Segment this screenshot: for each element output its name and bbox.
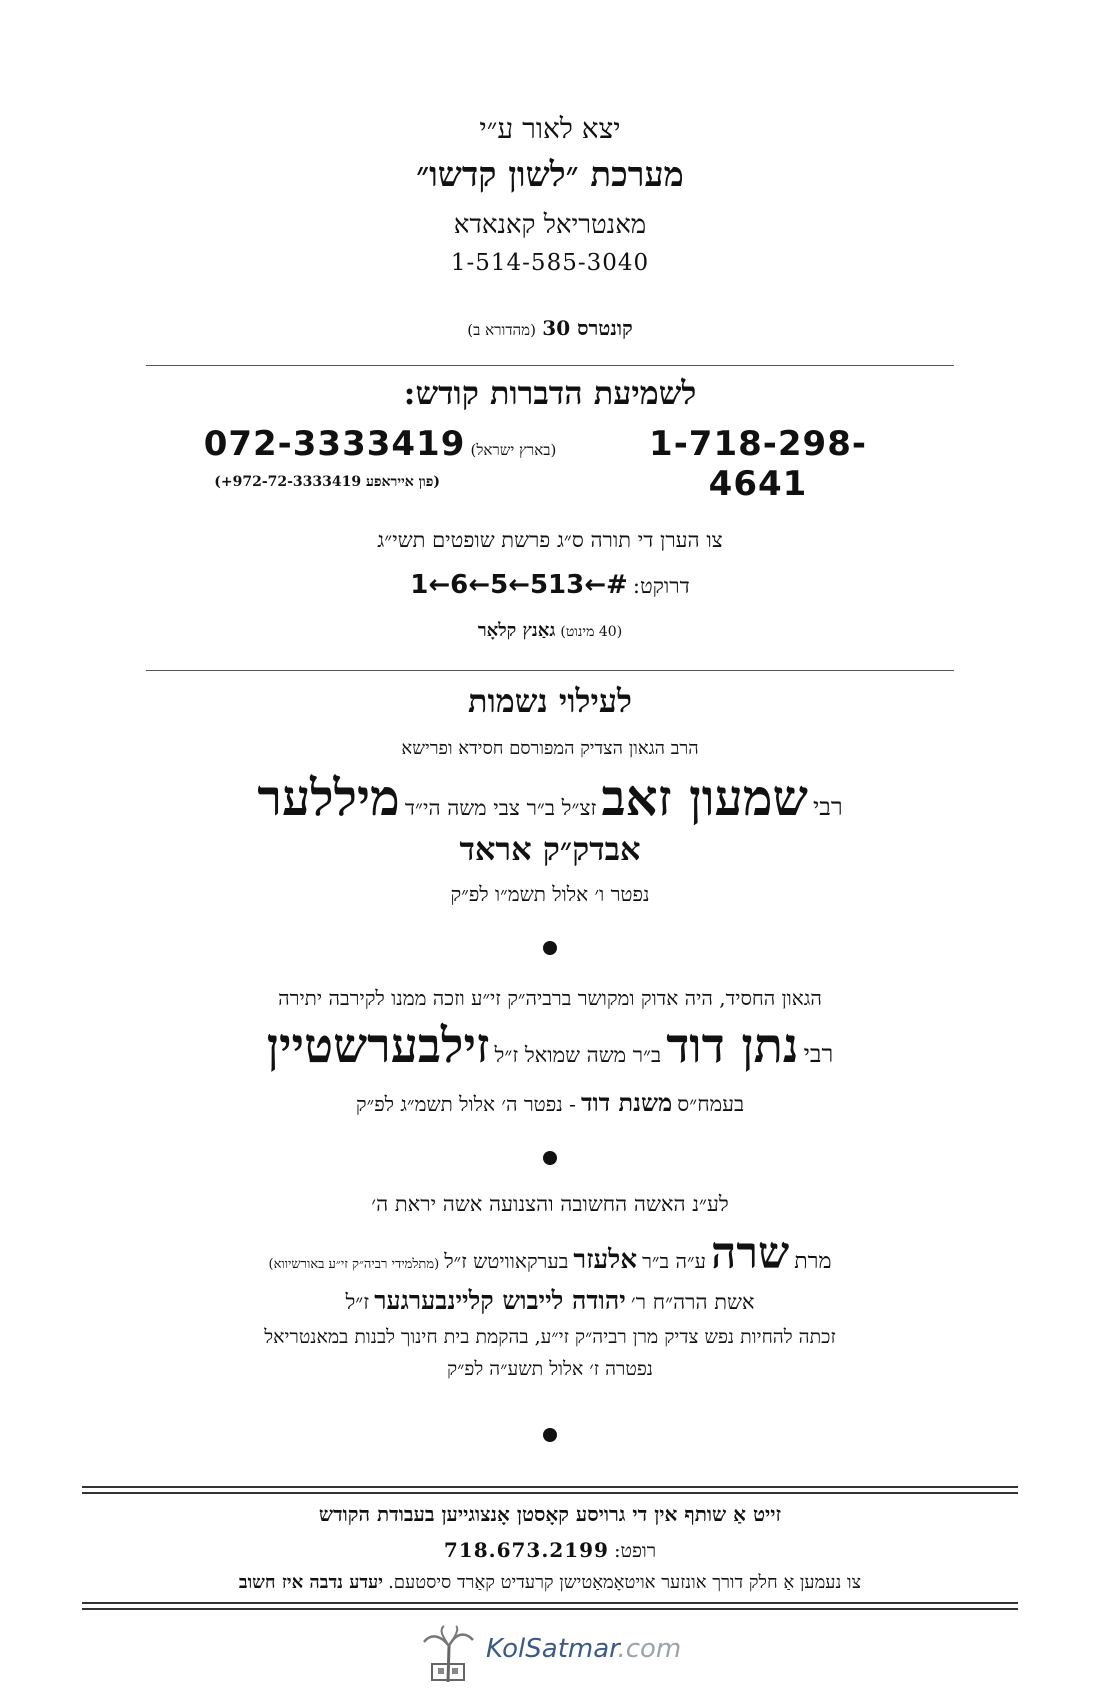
p2-book: משנת דוד xyxy=(580,1088,673,1117)
site-logo[interactable] xyxy=(486,1634,681,1664)
p2-book-prefix: בעמח״ס xyxy=(677,1092,745,1116)
org-name: מערכת ״לשון קדשו״ xyxy=(416,155,684,195)
footer-rule-top xyxy=(82,1486,1018,1494)
p3-intro: לע״נ האשה החשובה והצנועה אשה יראת ה׳ xyxy=(371,1192,729,1216)
p1-first-name: שמעון זאב xyxy=(601,768,808,827)
dial-sequence: #←513←5←6←1 xyxy=(410,570,628,600)
footer-line3b: יעדע נדבה איז חשוב xyxy=(238,1572,383,1593)
divider-middle xyxy=(146,670,954,671)
p3-suffix: ז״ל xyxy=(345,1290,370,1314)
israel-note: (בארץ ישראל) xyxy=(470,441,557,459)
footer-call-line xyxy=(0,1538,1100,1563)
p3-mrs: מרת xyxy=(794,1249,832,1274)
p3-wife-line xyxy=(0,1286,1100,1316)
duration-word: גאַנץ קלאָר xyxy=(477,620,556,641)
edition: (מהדורא ב) xyxy=(467,321,536,339)
listen-line: צו הערן די תורה ס״ג פרשת שופטים תשי״ג xyxy=(377,528,723,552)
p3-name-line xyxy=(0,1228,1100,1279)
logo-tld: .com xyxy=(617,1634,682,1664)
p2-rabbi: רבי xyxy=(803,1040,834,1068)
p3-mid1: ע״ה ב״ר xyxy=(642,1249,706,1273)
bullet-separator-3 xyxy=(543,1428,557,1442)
footer-rule-bottom xyxy=(82,1602,1018,1610)
p3-merit: זכתה להחיות נפש צדיק מרן רביה״ק זי״ע, בהקמת בית חינוך לבנות במאנטריאל xyxy=(264,1326,836,1348)
p1-mid: זצ״ל ב״ר צבי משה הי״ד xyxy=(404,796,597,820)
p1-last-name: מיללער xyxy=(257,768,400,827)
bullet-separator-2 xyxy=(543,1151,557,1165)
p2-intro: הגאון החסיד, היה אדוק ומקושר ברביה״ק זי״ע וזכה ממנו לקירבה יתירה xyxy=(278,986,822,1010)
published-by: יצא לאור ע״י xyxy=(479,112,621,145)
footer-line3a: צו נעמען אַ חלק דורך אונזער אויטאָמאַטישן קרעדיט קאַרד סיסטעם. xyxy=(388,1572,862,1593)
p1-intro: הרב הגאון הצדיק המפורסם חסידא ופרישא xyxy=(401,738,699,759)
phone-israel-group xyxy=(190,424,570,464)
p2-date: - נפטר ה׳ אלול תשמ״ג לפ״ק xyxy=(355,1092,576,1116)
divider-top xyxy=(146,365,954,366)
phone-us: 1-718-298-4641 xyxy=(649,424,867,504)
footer-call-label: רופט: xyxy=(614,1540,657,1562)
p3-husband: יהודה לייבוש קליינבערגער xyxy=(374,1286,626,1315)
bullet-separator-1 xyxy=(543,941,557,955)
dial-label: דרוקט: xyxy=(632,574,690,598)
booklet-number: קונטרס 30 xyxy=(542,316,633,340)
logo-brand: KolSatmar xyxy=(486,1634,618,1664)
org-phone: 1-514-585-3040 xyxy=(450,250,650,276)
p1-date: נפטר ו׳ אלול תשמ״ו לפ״ק xyxy=(450,882,650,906)
p3-father: אלעזר xyxy=(573,1245,638,1275)
city: מאנטריאל קאנאדא xyxy=(453,210,647,240)
memorial-title: לעילוי נשמות xyxy=(468,682,632,720)
p3-date: נפטרה ז׳ אלול תשע״ה לפ״ק xyxy=(447,1358,653,1380)
p3-first-name: שרה xyxy=(711,1228,790,1279)
palm-tree-house-icon xyxy=(418,1624,478,1684)
p2-book-line xyxy=(0,1088,1100,1118)
p3-note: (מתלמידי רביה״ק זי״ע באורשיווא) xyxy=(268,1257,440,1272)
abroad-note: (פון אייראפע 972-72-3333419+) xyxy=(214,474,440,490)
duration-note: (40 מינוט) xyxy=(560,624,623,640)
p1-rabbi: רבי xyxy=(812,793,843,821)
p1-title: אבדק״ק אראד xyxy=(459,830,641,868)
p1-name-line xyxy=(0,768,1100,827)
p2-last-name: זילבערשטיין xyxy=(266,1018,490,1074)
phone-israel: 072-3333419 xyxy=(203,424,466,464)
hotline-title: לשמיעת הדברות קודש: xyxy=(403,374,697,412)
booklet-line xyxy=(0,316,1100,341)
p2-mid: ב״ר משה שמואל ז״ל xyxy=(494,1043,662,1067)
p3-wife-of: אשת הרה״ח ר׳ xyxy=(630,1290,755,1314)
footer-line1: זייט אַ שותף אין די גרויסע קאָסטן אָנצוגייען בעבודת הקודש xyxy=(318,1502,782,1526)
duration-group xyxy=(0,620,1100,641)
p3-mid2: בערקאוויטש ז״ל xyxy=(444,1249,569,1273)
footer-line3 xyxy=(0,1572,1100,1593)
dial-group xyxy=(0,570,1100,600)
footer-call-phone: 718.673.2199 xyxy=(443,1538,609,1562)
p2-name-line xyxy=(0,1018,1100,1074)
p2-first-name: נתן דוד xyxy=(666,1018,799,1074)
